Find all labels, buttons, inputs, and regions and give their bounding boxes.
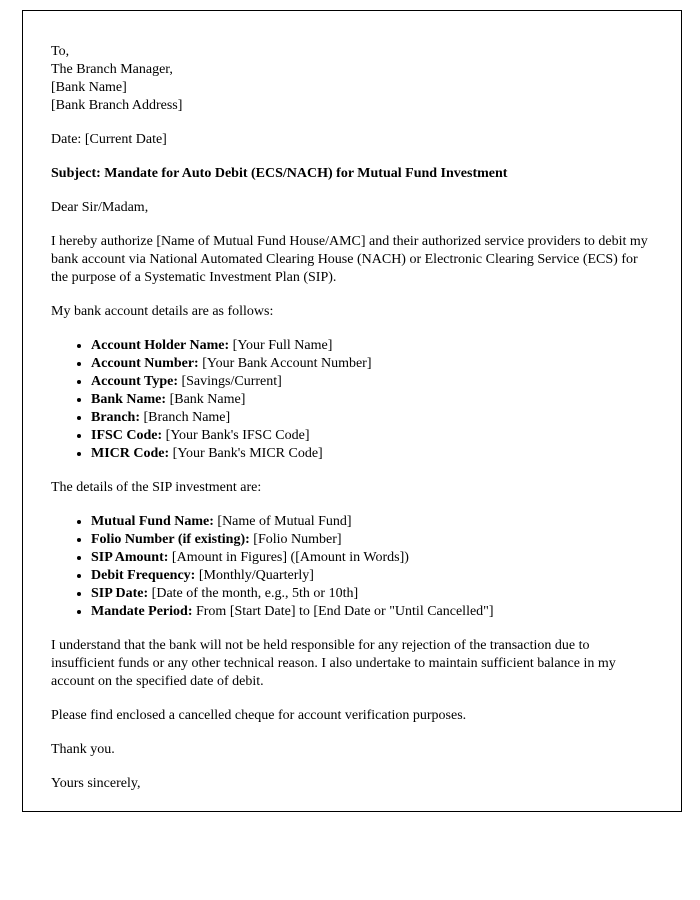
sip-details-list [51, 513, 651, 621]
item-label: MICR Code: [91, 446, 170, 461]
item-label: Account Number: [91, 356, 199, 371]
item-label: Folio Number (if existing): [91, 532, 250, 547]
list-item [91, 567, 651, 585]
item-value: [Savings/Current] [181, 374, 282, 389]
enclosure-paragraph: Please find enclosed a cancelled cheque for account verification purposes. [51, 708, 467, 723]
item-label: Mandate Period: [91, 604, 193, 619]
item-value: [Monthly/Quarterly] [198, 568, 314, 583]
salutation: Dear Sir/Madam, [51, 200, 149, 215]
thank-you-line: Thank you. [51, 742, 115, 757]
item-value: [Date of the month, e.g., 5th or 10th] [151, 586, 359, 601]
bank-details-intro: My bank account details are as follows: [51, 304, 274, 319]
item-value: [Your Bank's MICR Code] [172, 446, 323, 461]
item-value: From [Start Date] to [End Date or "Until Cancelled"] [195, 604, 494, 619]
item-value: [Your Bank's IFSC Code] [165, 428, 310, 443]
list-item [91, 603, 651, 621]
letter-page [22, 10, 682, 812]
item-label: SIP Amount: [91, 550, 169, 565]
date-line: Date: [Current Date] [51, 132, 167, 147]
bank-details-list [51, 337, 651, 463]
item-label: Account Holder Name: [91, 338, 230, 353]
recipient-line: To, [51, 44, 70, 59]
recipient-line: [Bank Name] [51, 80, 127, 95]
item-label: IFSC Code: [91, 428, 163, 443]
recipient-line: The Branch Manager, [51, 62, 173, 77]
disclaimer-paragraph: I understand that the bank will not be held responsible for any rejection of the transaction due to insufficient funds or any other technical reason. I also undertake to maintain sufficient balance in my account on the specified date of debit. [51, 638, 616, 689]
item-value: [Your Bank Account Number] [202, 356, 372, 371]
item-value: [Branch Name] [143, 410, 231, 425]
item-label: Branch: [91, 410, 140, 425]
list-item [91, 355, 651, 373]
list-item [91, 445, 651, 463]
item-value: [Folio Number] [253, 532, 342, 547]
list-item [91, 585, 651, 603]
item-value: [Amount in Figures] ([Amount in Words]) [171, 550, 409, 565]
item-label: Debit Frequency: [91, 568, 196, 583]
item-label: SIP Date: [91, 586, 149, 601]
item-label: Account Type: [91, 374, 178, 389]
list-item [91, 531, 651, 549]
list-item [91, 513, 651, 531]
list-item [91, 549, 651, 567]
item-value: [Name of Mutual Fund] [217, 514, 352, 529]
authorization-paragraph: I hereby authorize [Name of Mutual Fund House/AMC] and their authorized service providers to debit my bank account via National Automated Clearing House (NACH) or Electronic Clearing Service (ECS) for the purpose of a Systematic Investment Plan (SIP). [51, 234, 648, 285]
recipient-line: [Bank Branch Address] [51, 98, 183, 113]
closing-line: Yours sincerely, [51, 776, 141, 791]
item-label: Bank Name: [91, 392, 167, 407]
list-item [91, 427, 651, 445]
item-value: [Your Full Name] [232, 338, 333, 353]
list-item [91, 337, 651, 355]
list-item [91, 373, 651, 391]
item-label: Mutual Fund Name: [91, 514, 214, 529]
recipient-block [51, 43, 651, 115]
list-item [91, 409, 651, 427]
item-value: [Bank Name] [169, 392, 246, 407]
sip-details-intro: The details of the SIP investment are: [51, 480, 262, 495]
list-item [91, 391, 651, 409]
subject-line: Subject: Mandate for Auto Debit (ECS/NACH) for Mutual Fund Investment [51, 166, 508, 181]
